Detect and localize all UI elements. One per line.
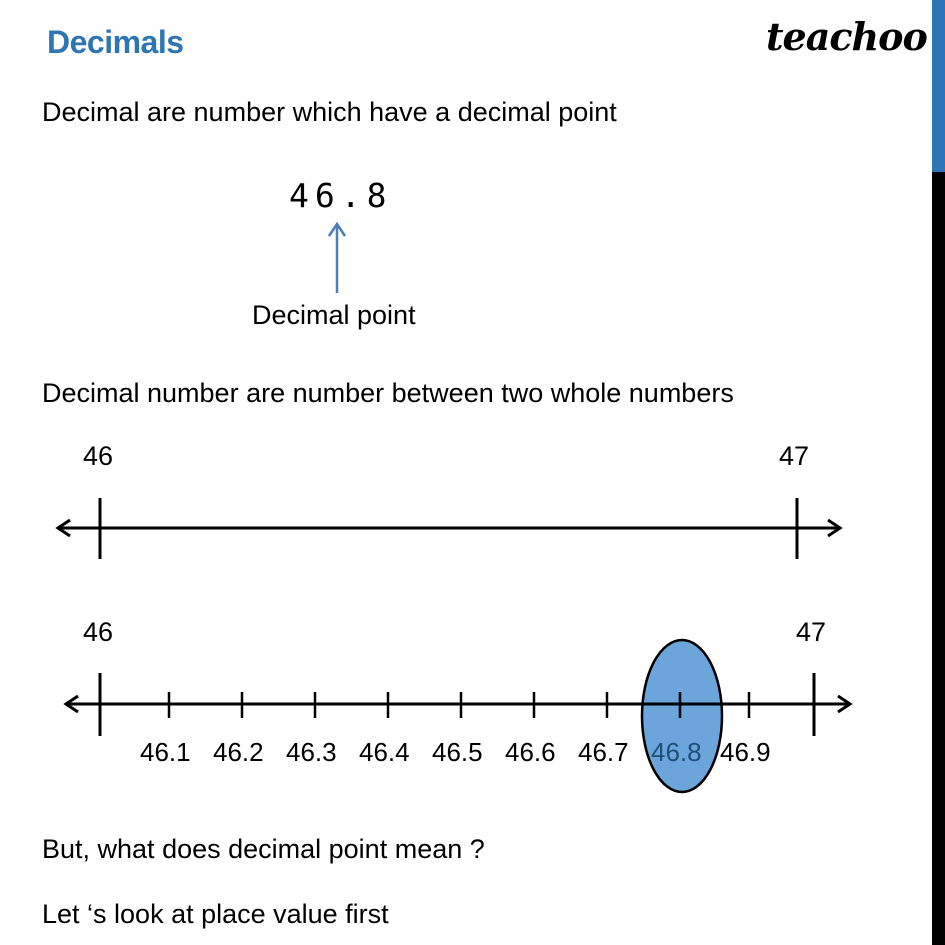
tick-label: 46.2 [213,737,264,767]
tick-label: 46.5 [432,737,483,767]
line1-start-label: 46 [83,441,114,471]
tick-label: 46.1 [140,737,191,767]
number-line-2 [66,673,850,736]
teachoo-logo: teachoo [766,14,927,59]
example-number: 46.8 [289,176,393,215]
decimal-point-label: Decimal point [252,300,416,330]
tick-label: 46.4 [359,737,410,767]
tick-label: 46.9 [720,737,771,767]
definition-text: Decimal are number which have a decimal point [42,97,617,127]
highlight-ellipse-46-8 [642,640,722,792]
page-title: Decimals [47,24,184,60]
tick-label: 46.6 [505,737,556,767]
line2-start-label: 46 [83,617,114,647]
question-text: But, what does decimal point mean ? [42,834,485,864]
tick-label: 46.3 [286,737,337,767]
tick-label: 46.7 [578,737,629,767]
between-statement: Decimal number are number between two whole numbers [42,378,734,408]
decimal-point-arrow [329,224,345,293]
line1-end-label: 47 [779,441,810,471]
tick-label-highlighted: 46.8 [651,737,702,767]
line2-end-label: 47 [796,617,827,647]
next-topic-text: Let ‘s look at place value first [42,899,389,929]
number-line-1 [58,498,840,559]
